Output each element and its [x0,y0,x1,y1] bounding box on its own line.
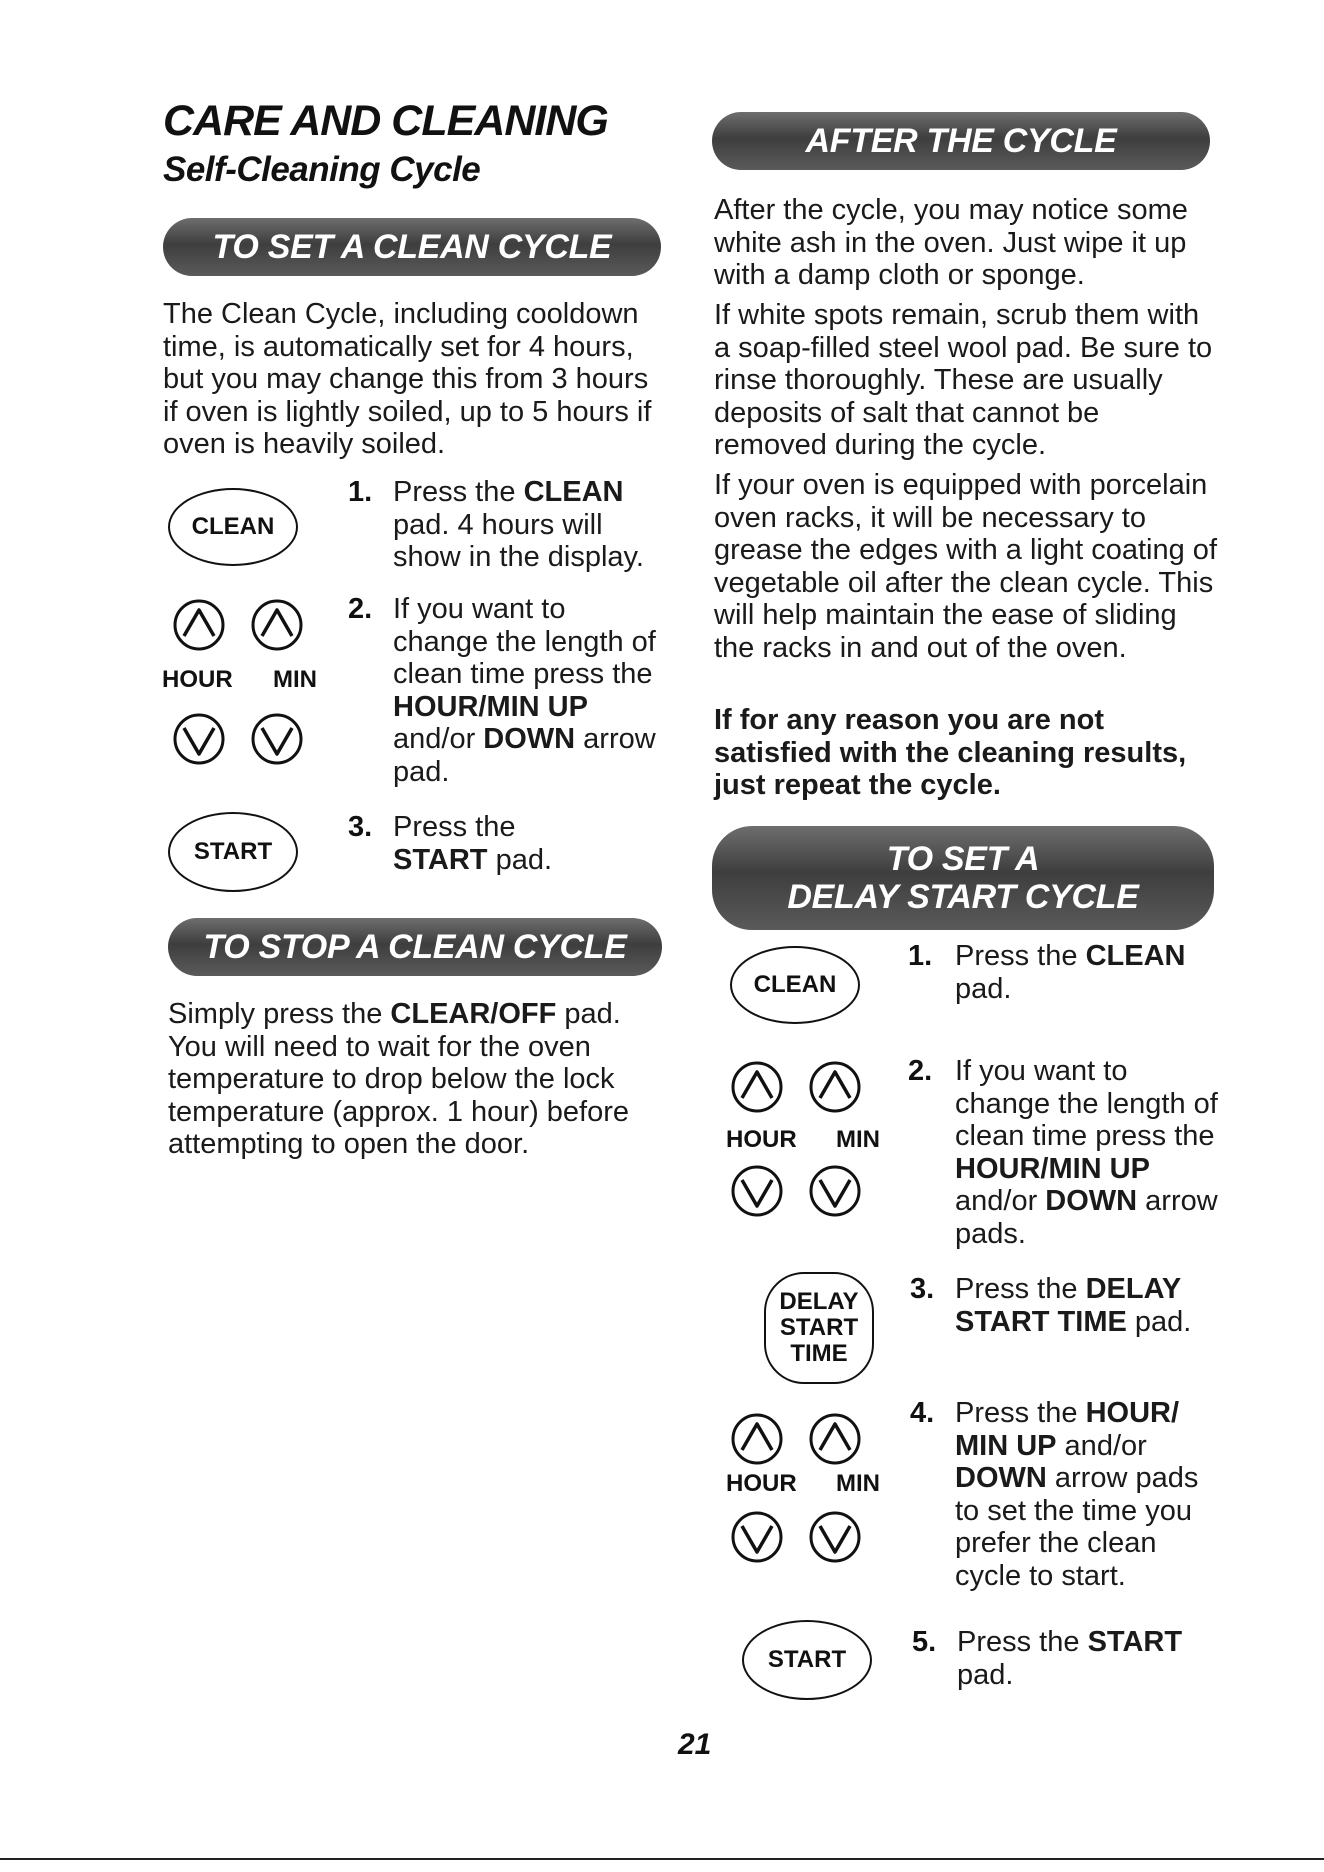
step-number: 2. [348,593,373,625]
page-subtitle: Self-Cleaning Cycle [163,150,481,189]
step-number: 5. [912,1626,937,1658]
step-text: If you want to change the length of clean time press the [955,1055,1218,1152]
step-text: Press the [955,1397,1086,1429]
delay-step-2 [955,1055,1225,1250]
after-para-3: If your oven is equipped with porcelain oven racks, it will be necessary to grease the edges with a light coating of vegetable oil after the clean cycle. This will help maintain the ease of sliding the racks in and out of the oven. [714,469,1217,664]
set-clean-intro: The Clean Cycle, including cooldown time, is automatically set for 4 hours, but you may change this from 3 hours if oven is lightly soiled, up to 5 hours if oven is heavily soiled. [163,298,652,460]
step-text: pad. [1126,1305,1192,1338]
key-label: DELAY [779,1288,859,1315]
set-clean-step-2 [393,593,668,788]
delay-step-5 [957,1626,1217,1691]
step-bold: CLEAN [1085,940,1186,972]
clean-key-icon [168,488,298,566]
clean-key-icon [730,946,860,1024]
set-clean-step-1 [393,476,668,574]
para-text: Simply press the [168,998,391,1030]
up-arrow-icon [808,1060,862,1114]
step-number: 1. [908,940,933,972]
down-arrow-icon [730,1164,784,1218]
hour-label: HOUR [726,1126,797,1153]
step-text: arrow pad. [393,723,656,788]
down-arrow-icon [808,1510,862,1564]
step-text: pad. [487,843,553,876]
min-label: MIN [836,1470,880,1497]
start-key-icon [168,812,298,892]
down-arrow-icon [172,712,226,766]
stop-clean-text [168,998,673,1161]
banner-after-cycle [712,112,1210,170]
step-bold: HOUR/ MIN UP [955,1397,1180,1462]
step-number: 2. [908,1055,933,1087]
step-number: 1. [348,476,373,508]
min-label: MIN [273,666,317,693]
set-clean-step-3 [393,811,633,876]
key-label: TIME [790,1340,848,1367]
step-text: Press the [957,1626,1088,1658]
step-number: 4. [910,1397,935,1429]
banner-text: DELAY START CYCLE [787,878,1139,916]
key-label: START [779,1314,859,1341]
step-text: Press the [955,940,1086,972]
down-arrow-icon [250,712,304,766]
banner-text: TO SET A [886,840,1040,878]
up-arrow-icon [172,598,226,652]
step-text: and/or [955,1185,1046,1217]
down-arrow-icon [808,1164,862,1218]
step-text: pad. [955,972,1012,1005]
page-title: CARE AND CLEANING [163,97,608,145]
start-key-label: START [767,1646,847,1673]
bottom-rule [0,1858,1324,1860]
down-arrow-icon [730,1510,784,1564]
step-bold: DOWN [1045,1185,1138,1217]
banner-set-clean-cycle [163,218,661,276]
delay-step-4 [955,1397,1220,1592]
page-number: 21 [678,1728,712,1761]
step-bold: HOUR/MIN UP [393,690,588,723]
delay-start-time-key-icon [764,1272,874,1384]
step-text: Press the [955,1273,1086,1305]
banner-text: TO SET A CLEAN CYCLE [212,227,612,266]
banner-text: AFTER THE CYCLE [805,121,1117,160]
step-bold: START [393,843,488,876]
step-text: arrow pads to set the time you prefer the clean cycle to start. [955,1462,1199,1592]
step-bold: DELAY START TIME [955,1273,1181,1338]
banner-delay-start-cycle [712,826,1214,930]
step-number: 3. [348,811,373,843]
step-bold: DOWN [955,1462,1047,1494]
step-text: pad. 4 hours will show in the display. [393,508,644,573]
banner-text: TO STOP A CLEAN CYCLE [203,927,627,966]
up-arrow-icon [730,1412,784,1466]
clean-key-label: CLEAN [753,971,837,998]
para-text: pad. You will need to wait for the oven temperature to drop below the lock temperature (approx. 1 hour) before attempting to open the door. [168,998,630,1160]
start-key-label: START [193,838,273,865]
delay-step-1 [955,940,1215,1005]
step-bold: CLEAN [523,476,624,508]
step-number: 3. [910,1273,935,1305]
clean-key-label: CLEAN [191,513,275,540]
banner-stop-clean-cycle [168,918,662,976]
hour-label: HOUR [726,1470,797,1497]
step-text: and/or [1056,1429,1147,1462]
delay-step-3 [955,1273,1215,1338]
step-bold: DOWN [483,723,576,755]
up-arrow-icon [808,1412,862,1466]
up-arrow-icon [730,1060,784,1114]
step-text: If you want to change the length of clean time press the [393,593,656,690]
after-para-4: If for any reason you are not satisfied with the cleaning results, just repeat the cycle. [714,704,1187,801]
up-arrow-icon [250,598,304,652]
after-para-1: After the cycle, you may notice some white ash in the oven. Just wipe it up with a damp cloth or sponge. [714,194,1188,291]
after-para-2: If white spots remain, scrub them with a soap-filled steel wool pad. Be sure to rinse thoroughly. These are usually deposits of salt that cannot be removed during the cycle. [714,299,1213,461]
step-text: Press the [393,476,524,508]
para-bold: CLEAR/OFF [390,998,557,1030]
step-text: pad. [957,1658,1014,1691]
hour-label: HOUR [162,666,233,693]
min-label: MIN [836,1126,880,1153]
start-key-icon [742,1620,872,1700]
step-text: Press the [393,811,516,843]
step-text: arrow pads. [955,1185,1218,1250]
step-bold: START [1087,1626,1183,1658]
step-text: and/or [393,723,484,755]
step-bold: HOUR/MIN UP [955,1152,1150,1185]
